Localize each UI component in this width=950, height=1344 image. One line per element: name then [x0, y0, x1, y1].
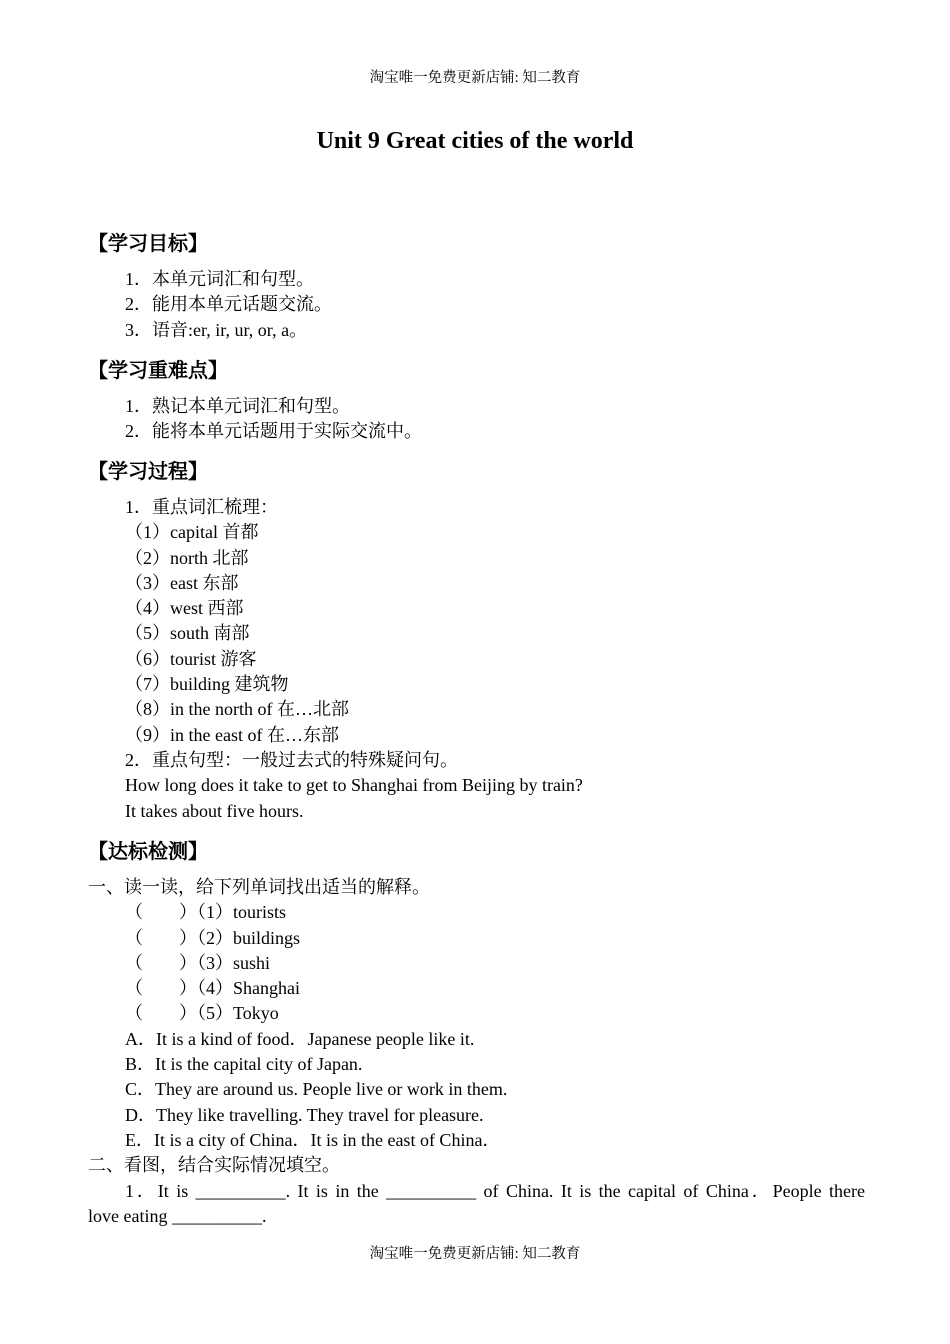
goals-heading: 【学习目标】 [88, 231, 208, 255]
matching-option: D．They like travelling. They travel for pleasure. [125, 1104, 484, 1125]
matching-question: （ ）（5）Tokyo [125, 1003, 279, 1024]
vocab-item: （3）east 东部 [125, 572, 239, 593]
part2-instruction: 二、看图，结合实际情况填空。 [88, 1155, 340, 1176]
vocab-item: （2）north 北部 [125, 547, 249, 568]
test-heading: 【达标检测】 [88, 839, 208, 863]
vocab-intro: 1．重点词汇梳理： [125, 497, 278, 517]
key-point-item: 1．熟记本单元词汇和句型。 [125, 396, 350, 416]
example-sentence: How long does it take to get to Shanghai from Beijing by train? [125, 775, 583, 796]
vocab-item: （9）in the east of 在…东部 [125, 724, 339, 745]
goal-item: 3．语音:er, ir, ur, or, a。 [125, 319, 308, 340]
goal-item: 2．能用本单元话题交流。 [125, 294, 332, 315]
goals-list [0, 267, 950, 343]
key-points-heading: 【学习重难点】 [88, 358, 228, 382]
key-point-item: 2．能将本单元话题用于实际交流中。 [125, 421, 422, 442]
page-header: 淘宝唯一免费更新店铺: 知二教育 [369, 70, 581, 86]
matching-option: E．It is a city of China．It is in the east of China． [125, 1129, 501, 1150]
matching-question: （ ）（2）buildings [125, 927, 301, 948]
key-points-list [0, 394, 950, 445]
vocab-item: （8）in the north of 在…北部 [125, 699, 349, 720]
matching-option: B．It is the capital city of Japan. [125, 1054, 363, 1075]
matching-question: （ ）（3）sushi [125, 952, 271, 973]
vocab-item: （5）south 南部 [125, 623, 250, 644]
page-title: Unit 9 Great cities of the world [316, 128, 634, 154]
example-sentence: It takes about five hours. [125, 800, 304, 821]
vocab-item: （7）building 建筑物 [125, 674, 289, 695]
process-content [0, 495, 950, 824]
fill-blank-line-1: 1．It is __________. It is in the __________ of China. It is the capital of China．People there [125, 1180, 865, 1201]
vocab-item: （4）west 西部 [125, 598, 244, 619]
fill-blank-line-2: love eating __________. [88, 1205, 267, 1226]
part1-instruction: 一、读一读，给下列单词找出适当的解释。 [88, 877, 430, 897]
matching-question: （ ）（4）Shanghai [125, 978, 300, 999]
vocab-item: （1）capital 首都 [125, 522, 259, 543]
test-content [0, 875, 950, 1229]
page-footer: 淘宝唯一免费更新店铺: 知二教育 [369, 1246, 581, 1262]
matching-option: A．It is a kind of food．Japanese people like it. [125, 1028, 475, 1049]
vocab-item: （6）tourist 游客 [125, 648, 257, 669]
process-heading: 【学习过程】 [88, 459, 208, 483]
matching-option: C．They are around us. People live or work in them. [125, 1079, 508, 1100]
goal-item: 1．本单元词汇和句型。 [125, 269, 314, 289]
matching-question: （ ）（1）tourists [125, 902, 287, 923]
sentence-intro: 2．重点句型：一般过去式的特殊疑问句。 [125, 749, 458, 770]
